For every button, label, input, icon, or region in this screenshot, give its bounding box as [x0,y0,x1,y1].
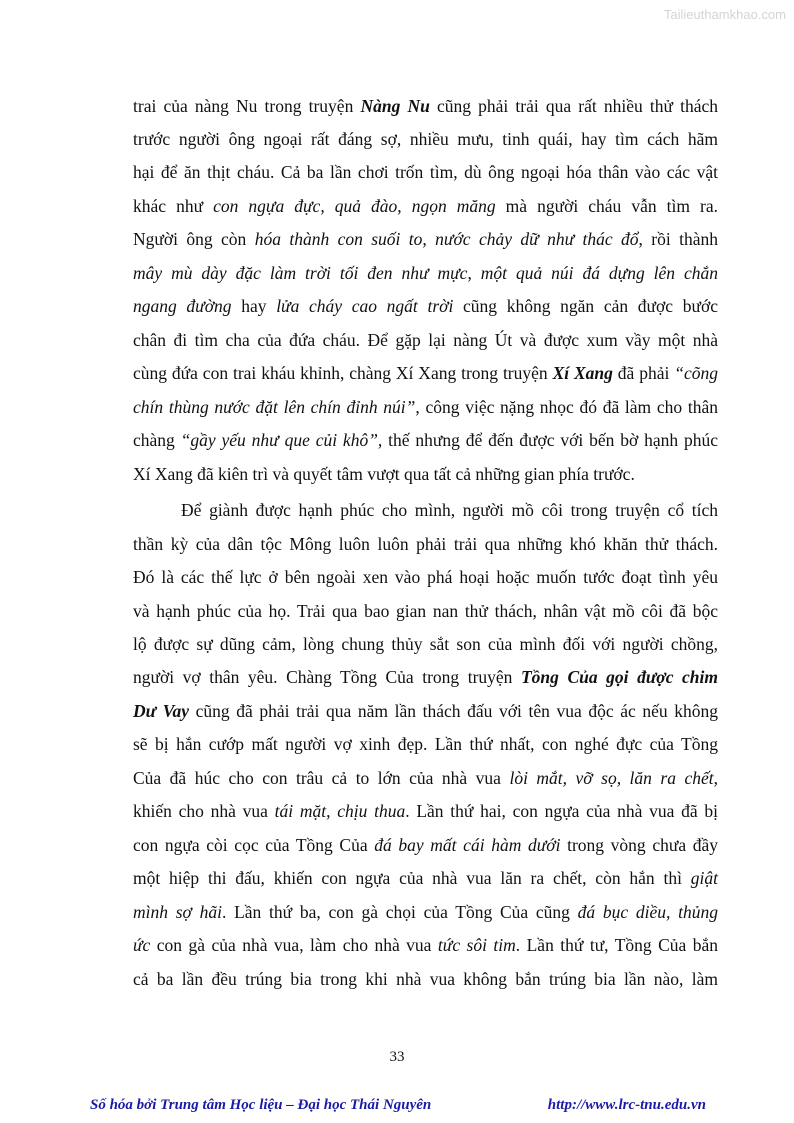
p1-line-3: hại để ăn thịt cháu. Cả ba lần chơi trốn tìm, dù ông ngoại hóa thân vào các vật [133,162,718,182]
p1-line-1 [133,96,718,116]
text: cũng phải trải qua rất nhiều thử thách [429,96,718,116]
story-title-tong-cua: Tồng Của gọi được chim [520,667,718,687]
text: Người ông còn [133,229,255,249]
p2-line-12 [133,868,718,888]
italic-text: ngang đường [133,296,232,316]
italic-text: lòi mắt, vỡ sọ, lăn ra chết [509,768,714,788]
italic-text: lửa cháy cao ngất trời [276,296,454,316]
p1-line-7 [133,296,718,316]
p1-line-2: trước người ông ngoại rất đáng sợ, nhiều mưu, tinh quái, hay tìm cách hãm [133,129,718,149]
text: Của đã húc cho con trâu cả to lớn của nhà vua [133,768,510,788]
p1-line-4 [133,196,718,216]
p2-line-6 [133,667,718,687]
text: khác như [133,196,214,216]
p2-line-2: thần kỳ của dân tộc Mông luôn luôn phải trải qua những khó khăn thử thách. [133,534,718,554]
text: , [713,768,718,788]
text: khiến cho nhà vua [133,801,275,821]
p2-line-9 [133,768,718,788]
text: con gà của nhà vua, làm cho nhà vua [150,935,438,955]
story-title-xi-xang: Xí Xang [552,363,613,383]
text: thế nhưng để đến được với bến bờ hạnh phúc [382,430,718,450]
italic-text: giật [690,868,718,888]
italic-text: đá bục diều, thủng [577,902,718,922]
italic-text: mây mù dày đặc làm trời tối đen như mực [133,263,468,283]
p2-line-13 [133,902,718,922]
p1-line-5 [133,229,718,249]
text: . Lần thứ tư, Tồng Của bắn [515,935,718,955]
footer-url-link[interactable]: http://www.lrc-tnu.edu.vn [547,1097,706,1113]
p2-line-7 [133,701,718,721]
p2-line-15: cả ba lần đều trúng bia trong khi nhà vua không bắn trúng bia lần nào, làm [133,969,718,989]
italic-text: “cõng [674,363,718,383]
p2-line-5: lộ được sự dũng cảm, lòng chung thủy sắt son của mình đối với người chồng, [133,634,718,654]
text: trong vòng chưa đầy [560,835,718,855]
italic-text: ức [133,935,151,955]
footer-digitized-by: Số hóa bởi Trung tâm Học liệu – Đại học Thái Nguyên [90,1097,432,1113]
text: . Lần thứ hai, con ngựa của nhà vua đã bị [405,801,718,821]
text: , công việc nặng nhọc đó đã làm cho thân [415,397,718,417]
page-number: 33 [389,1049,405,1065]
p2-line-1: Để giành được hạnh phúc cho mình, người mồ côi trong truyện cổ tích [181,500,718,520]
p2-line-4: và hạnh phúc của họ. Trải qua bao gian nan thử thách, nhân vật mồ côi đã bộc [133,601,718,621]
text: , [467,263,481,283]
text: cũng đã phải trải qua năm lần thách đấu với tên vua độc ác nếu không [188,701,718,721]
italic-text: một quả núi đá dựng lên chắn [480,263,718,283]
p1-line-8: chân đi tìm cha của đứa cháu. Để gặp lại nàng Út và được xum vầy một nhà [133,330,718,350]
p2-line-8: sẽ bị hắn cướp mất người vợ xinh đẹp. Lần thứ nhất, con nghé đực của Tồng [133,734,718,754]
text: một hiệp thi đấu, khiến con ngựa của nhà vua lăn ra chết, còn hắn thì [133,868,691,888]
text: chàng [133,430,181,450]
text: cùng đứa con trai kháu khỉnh, chàng Xí Xang trong truyện [133,363,553,383]
italic-text: mình sợ hãi [133,902,222,922]
p1-line-12: Xí Xang đã kiên trì và quyết tâm vượt qua tất cả những gian phía trước. [133,464,635,484]
p1-line-11 [133,430,718,450]
p2-line-10 [133,801,718,821]
text: cũng không ngăn cản được bước [453,296,718,316]
italic-text: hóa thành con suối to, nước chảy dữ như thác đổ [254,229,639,249]
p2-line-11 [133,835,718,855]
italic-text: tức sôi tim [437,935,516,955]
watermark-text: Tailieuthamkhao.com [663,7,786,22]
italic-text: tái mặt, chịu thua [274,801,406,821]
p2-line-3: Đó là các thế lực ở bên ngoài xen vào phá hoại hoặc muốn tước đoạt tình yêu [133,567,718,587]
text: , rồi thành [638,229,719,249]
text: . Lần thứ ba, con gà chọi của Tồng Của cũng [221,902,578,922]
text: trai của nàng Nu trong truyện [133,96,361,116]
italic-text: “gầy yếu như que củi khô”, [180,430,383,450]
text: mà người cháu vẫn tìm ra. [495,196,718,216]
italic-text: con ngựa đực, quả đào, ngọn măng [213,196,496,216]
p1-line-10 [133,397,718,417]
italic-text: đá bay mất cái hàm dưới [374,835,561,855]
text: hay [231,296,277,316]
story-title-nang-nu: Nàng Nu [360,96,430,116]
text: con ngựa còi cọc của Tồng Của [133,835,375,855]
text: người vợ thân yêu. Chàng Tồng Của trong truyện [133,667,521,687]
p2-line-14 [133,935,718,955]
story-title-tong-cua-cont: Dư Vay [133,701,189,721]
italic-text: chín thùng nước đặt lên chín đỉnh núi” [133,397,416,417]
p1-line-6 [133,263,718,283]
text: đã phải [612,363,675,383]
p1-line-9 [133,363,718,383]
